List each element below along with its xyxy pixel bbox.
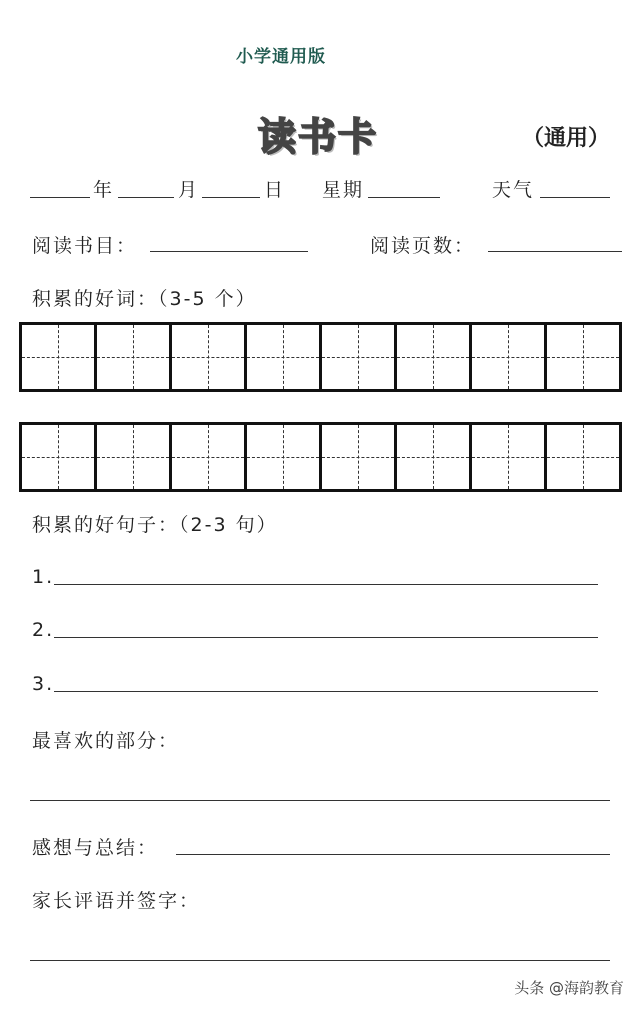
word-cell[interactable] — [22, 325, 97, 389]
word-cell[interactable] — [322, 325, 397, 389]
favorite-label: 最喜欢的部分： — [32, 730, 180, 752]
word-cell[interactable] — [397, 325, 472, 389]
word-cell[interactable] — [322, 425, 397, 489]
word-cell[interactable] — [22, 425, 97, 489]
pages-label: 阅读页数： — [370, 235, 476, 257]
year-label: 年 — [93, 179, 115, 201]
month-blank[interactable] — [118, 197, 174, 198]
summary-label: 感想与总结： — [32, 837, 159, 859]
watermark: 头条 @海韵教育 — [514, 979, 624, 997]
day-label: 日 — [264, 179, 286, 201]
year-blank[interactable] — [30, 197, 90, 198]
word-cell[interactable] — [172, 425, 247, 489]
word-cell[interactable] — [247, 425, 322, 489]
weather-label: 天气 — [492, 179, 535, 201]
word-cell[interactable] — [247, 325, 322, 389]
header-edition: 小学通用版 — [236, 47, 326, 67]
favorite-line[interactable] — [30, 800, 610, 801]
word-cell[interactable] — [472, 325, 547, 389]
card-title: 读书卡 — [258, 115, 379, 159]
word-cell[interactable] — [547, 425, 619, 489]
sentences-label: 积累的好句子：（2-3 句） — [32, 514, 278, 536]
word-cell[interactable] — [472, 425, 547, 489]
word-cell[interactable] — [547, 325, 619, 389]
sentence-number: 1. — [32, 566, 55, 588]
weather-blank[interactable] — [540, 197, 610, 198]
month-label: 月 — [178, 179, 200, 201]
weekday-label: 星期 — [322, 179, 365, 201]
book-title-label: 阅读书目： — [32, 235, 138, 257]
sentence-line-2[interactable] — [54, 637, 598, 638]
parent-label: 家长评语并签字： — [32, 890, 201, 912]
day-blank[interactable] — [202, 197, 260, 198]
word-grid-row-2[interactable] — [19, 422, 622, 492]
word-cell[interactable] — [97, 425, 172, 489]
sentence-line-1[interactable] — [54, 584, 598, 585]
word-cell[interactable] — [397, 425, 472, 489]
weekday-blank[interactable] — [368, 197, 440, 198]
words-label: 积累的好词：（3-5 个） — [32, 288, 257, 310]
card-edition: （通用） — [522, 125, 611, 151]
word-cell[interactable] — [97, 325, 172, 389]
sentence-number: 2. — [32, 619, 55, 641]
word-grid-row-1[interactable] — [19, 322, 622, 392]
pages-blank[interactable] — [488, 251, 622, 252]
book-title-blank[interactable] — [150, 251, 308, 252]
summary-line[interactable] — [176, 854, 610, 855]
parent-line[interactable] — [30, 960, 610, 961]
word-cell[interactable] — [172, 325, 247, 389]
sentence-number: 3. — [32, 673, 55, 695]
sentence-line-3[interactable] — [54, 691, 598, 692]
